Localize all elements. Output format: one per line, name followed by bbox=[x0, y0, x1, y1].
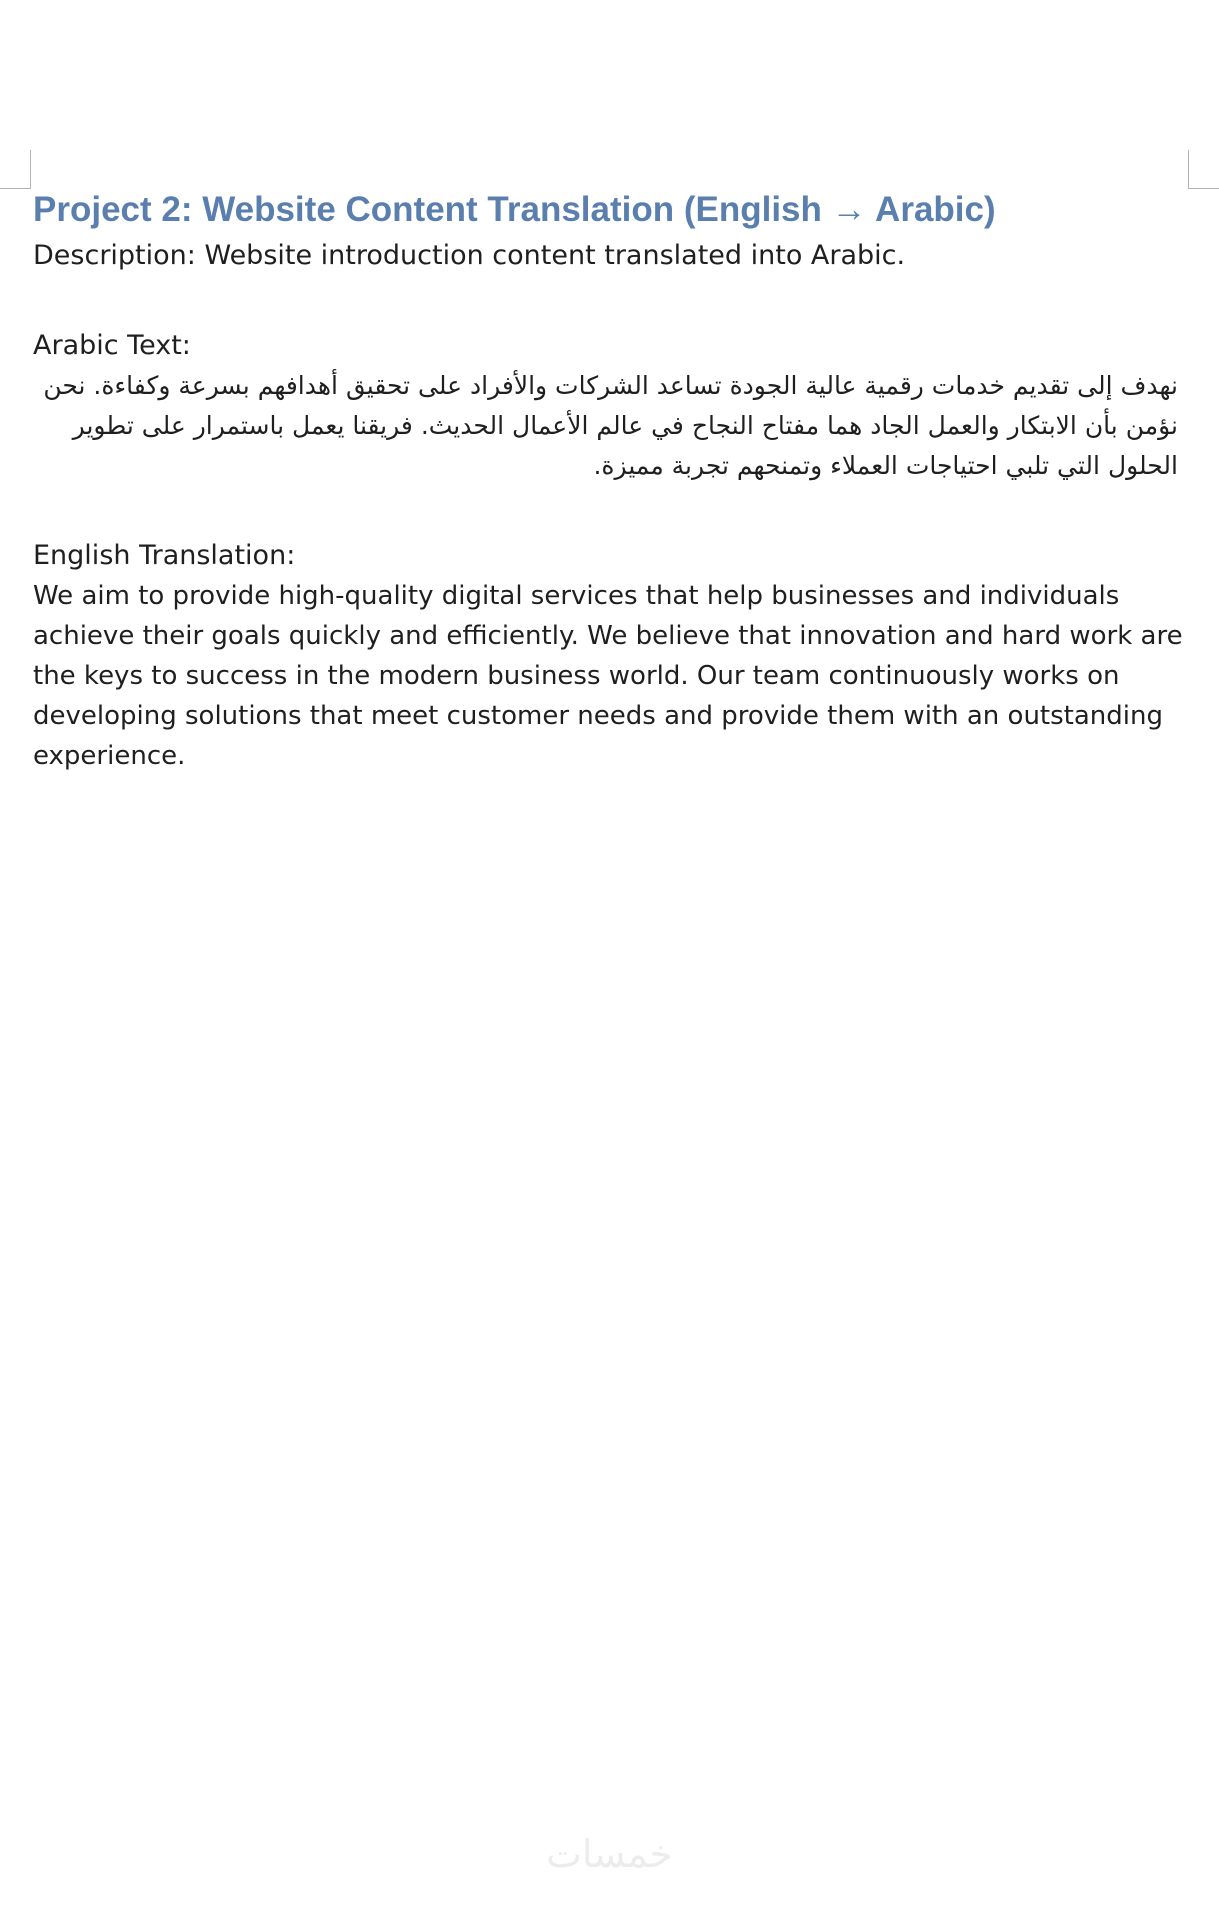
arabic-text-label: Arabic Text: bbox=[33, 330, 191, 361]
crop-mark-top-right bbox=[1188, 150, 1219, 189]
english-translation-label: English Translation: bbox=[33, 540, 296, 571]
project-description: Description: Website introduction content translated into Arabic. bbox=[33, 240, 906, 271]
document-body bbox=[33, 186, 1183, 776]
project-heading: Project 2: Website Content Translation (English → Arabic) bbox=[33, 190, 996, 229]
english-paragraph: We aim to provide high-quality digital services that help businesses and individuals achieve their goals quickly and efficiently. We believe that innovation and hard work are the keys to success in the modern business world. Our team continuously works on developing solutions that meet customer needs and provide them with an outstanding experience. bbox=[33, 581, 1183, 771]
khamsat-watermark-logo: خمسات bbox=[546, 1832, 673, 1876]
arabic-paragraph: نهدف إلى تقديم خدمات رقمية عالية الجودة تساعد الشركات والأفراد على تحقيق أهدافهم بسرعة وكفاءة. نحن نؤمن بأن الابتكار والعمل الجاد هما مفتاح النجاح في عالم الأعمال الحديث. فريقنا يعمل باستمرار على تطوير الحلول التي تلبي احتياجات العملاء وتمنحهم تجربة مميزة. bbox=[43, 371, 1178, 480]
crop-mark-top-left bbox=[0, 150, 31, 189]
